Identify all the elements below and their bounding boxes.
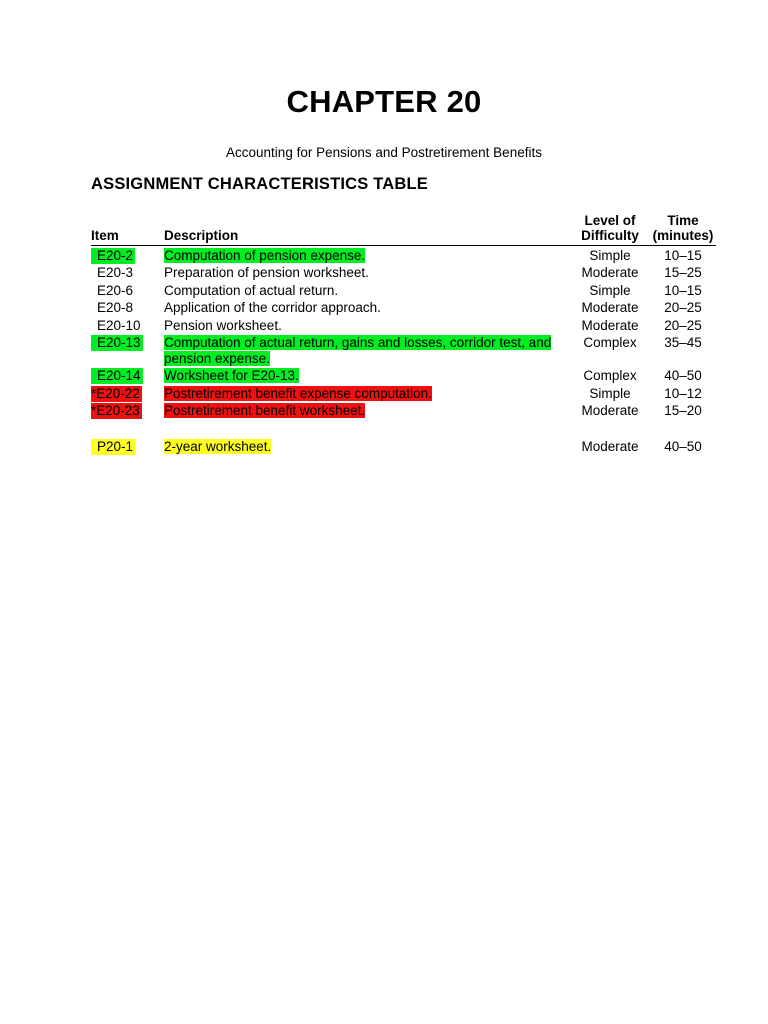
chapter-subtitle: Accounting for Pensions and Postretirement Benefits: [226, 145, 542, 160]
row-item: [91, 265, 135, 281]
row-description-text: 2-year worksheet.: [164, 439, 272, 454]
row-time: 10–15: [664, 283, 702, 298]
row-item: [91, 283, 135, 299]
row-description: [164, 386, 564, 402]
row-level: Complex: [583, 335, 637, 350]
column-header-time: [648, 213, 718, 243]
row-item-label: *E20-22: [91, 386, 140, 401]
row-description-text: Computation of pension expense.: [164, 248, 366, 263]
row-description: Pension worksheet.: [164, 318, 282, 333]
row-item-label: E20-6: [97, 283, 134, 298]
row-time: 35–45: [664, 335, 702, 350]
column-header-level: [577, 213, 643, 243]
row-time: 10–12: [664, 386, 702, 401]
row-item: [91, 386, 142, 402]
column-header-level-line2: Difficulty: [581, 228, 639, 243]
row-item-label: E20-2: [91, 248, 135, 264]
row-time: 15–25: [664, 265, 702, 280]
row-description: Application of the corridor approach.: [164, 300, 381, 315]
row-time: 15–20: [664, 403, 702, 418]
row-time: 20–25: [664, 318, 702, 333]
column-header-item: Item: [91, 228, 119, 243]
row-item: [91, 300, 135, 316]
row-item: [91, 318, 143, 334]
row-description: [164, 368, 564, 384]
row-item-label: E20-8: [97, 300, 134, 315]
row-time: 10–15: [664, 248, 702, 263]
row-item-label: P20-1: [91, 439, 135, 455]
row-description-text: Postretirement benefit expense computation.: [164, 386, 432, 401]
row-time: 40–50: [664, 439, 702, 454]
row-description-line1: Computation of actual return, gains and losses, corridor test, and: [164, 335, 552, 350]
row-level: Moderate: [581, 318, 639, 333]
row-item: [91, 439, 135, 455]
column-header-description: Description: [164, 228, 239, 243]
row-description-line2: pension expense.: [164, 350, 270, 366]
header-rule: [91, 245, 716, 246]
row-level: Complex: [583, 368, 637, 383]
row-level: Moderate: [581, 439, 639, 454]
row-description: [164, 439, 564, 455]
row-time: 40–50: [664, 368, 702, 383]
row-description: Preparation of pension worksheet.: [164, 265, 369, 280]
row-level: Simple: [589, 283, 631, 298]
row-item: [91, 403, 142, 419]
row-level: Moderate: [581, 403, 639, 418]
row-item-label: E20-3: [97, 265, 134, 280]
row-description-text: Postretirement benefit worksheet.: [164, 403, 366, 418]
row-description: [164, 335, 564, 366]
row-description: [164, 248, 564, 264]
row-level: Moderate: [581, 300, 639, 315]
row-item-label: E20-10: [97, 318, 141, 333]
row-time: 20–25: [664, 300, 702, 315]
column-header-level-line1: Level of: [584, 213, 636, 228]
row-level: Simple: [589, 386, 631, 401]
table-heading: ASSIGNMENT CHARACTERISTICS TABLE: [91, 175, 429, 193]
row-item: [91, 248, 135, 264]
row-description: Computation of actual return.: [164, 283, 339, 298]
row-description: [164, 403, 564, 419]
column-header-time-line1: Time: [667, 213, 699, 228]
row-item-label: E20-14: [91, 368, 143, 384]
row-item: [91, 335, 143, 351]
row-level: Simple: [589, 248, 631, 263]
row-item-label: E20-13: [91, 335, 143, 351]
row-level: Moderate: [581, 265, 639, 280]
column-header-time-line2: (minutes): [652, 228, 714, 243]
row-item: [91, 368, 143, 384]
row-item-label: *E20-23: [91, 403, 140, 418]
chapter-title: CHAPTER 20: [286, 84, 482, 119]
row-description-text: Worksheet for E20-13.: [164, 368, 299, 383]
